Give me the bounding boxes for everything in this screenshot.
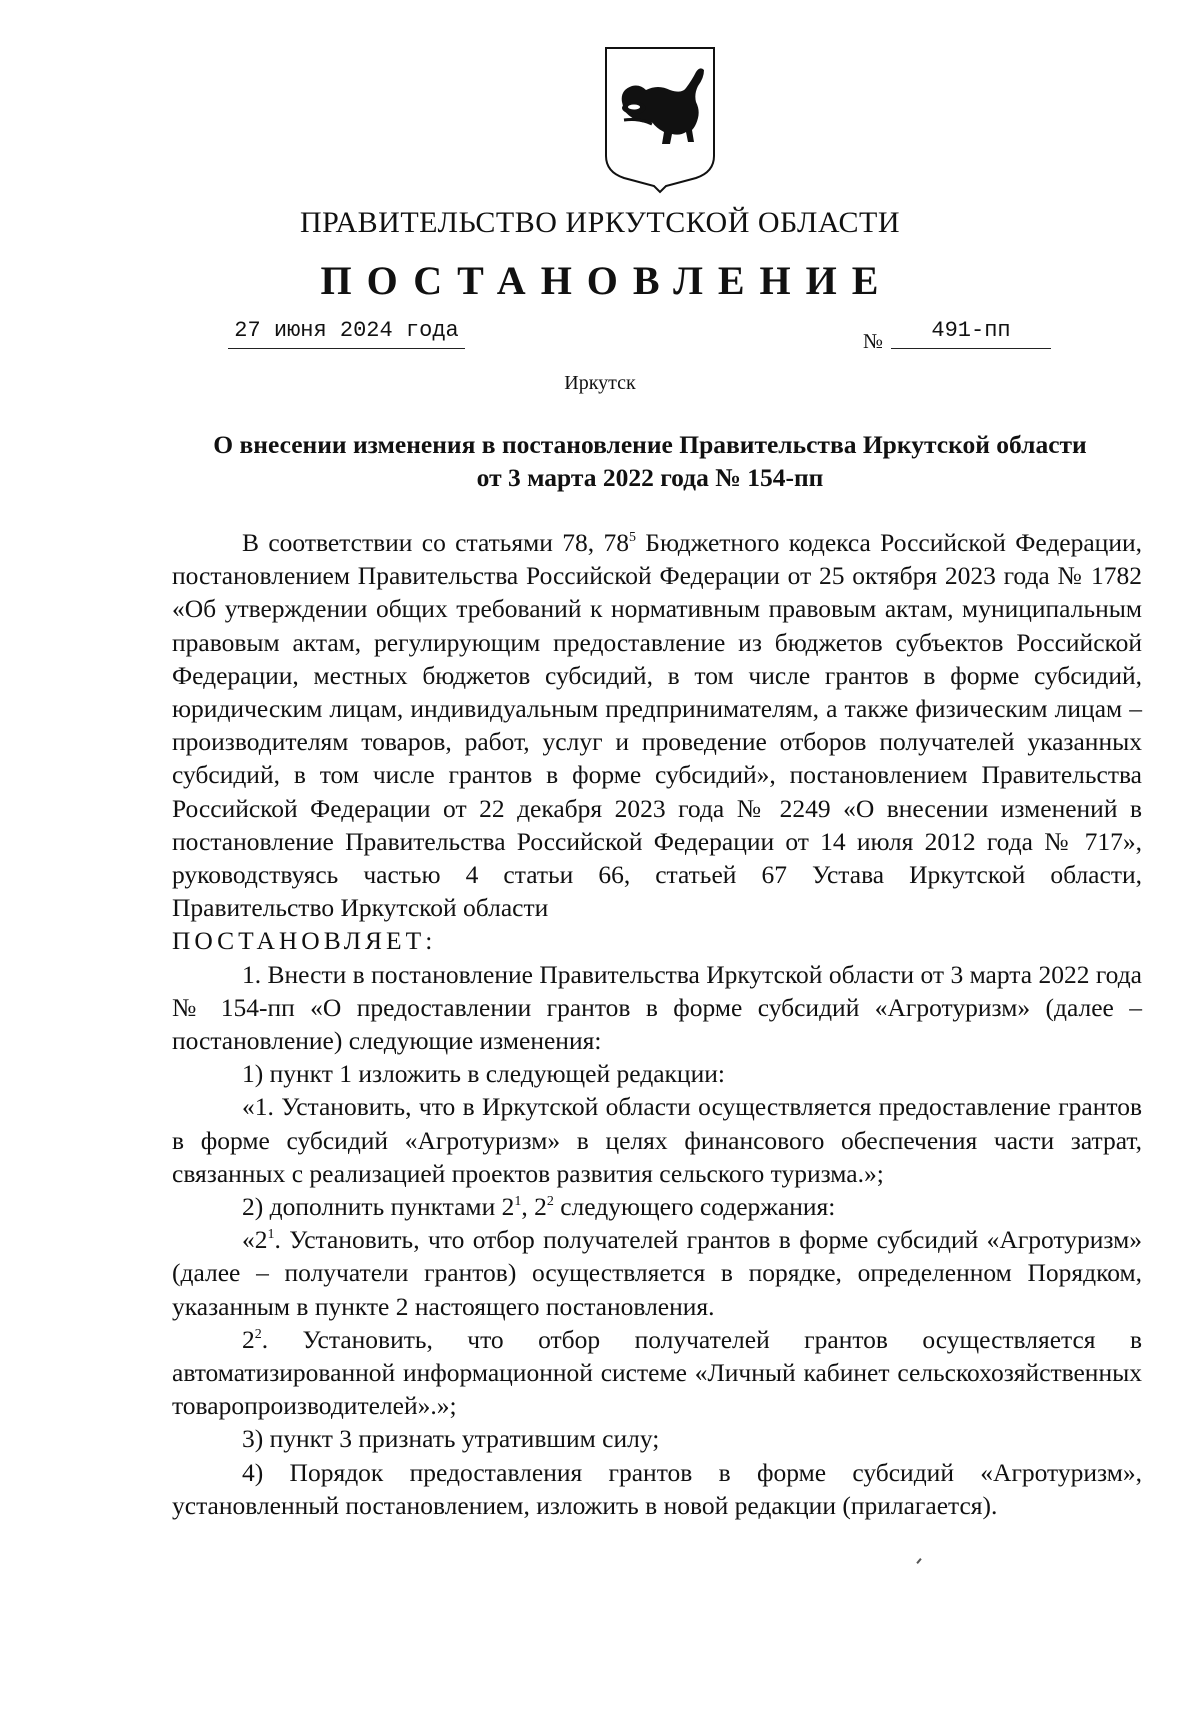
- subitem-2-text-a: 2) дополнить пунктами 2: [242, 1192, 515, 1222]
- point-2-2: [172, 1323, 1142, 1423]
- point-2-1-text-b: . Установить, что отбор получателей грантов в форме субсидий «Агротуризм» (далее – получатели грантов) осуществляется в порядке, определенном Порядком, указанным в пункте 2 настоящего постановления.: [172, 1225, 1142, 1321]
- superscript: 2: [254, 1326, 262, 1342]
- scan-mark: [916, 1558, 921, 1564]
- document-type: ПОСТАНОВЛЕНИЕ: [320, 258, 894, 303]
- number-sign: №: [863, 329, 884, 353]
- preamble-paragraph: [172, 526, 1142, 924]
- point-2-2-text-b: . Установить, что отбор получателей грантов осуществляется в автоматизированной информационной системе «Личный кабинет сельскохозяйственных товаропроизводителей».»;: [172, 1324, 1142, 1421]
- preamble-text-b: Бюджетного кодекса Российской Федерации, постановлением Правительства Российской Федерации от 25 октября 2023 года № 1782 «Об утверждении общих требований к нормативным правовым актам, муниципальным правовым актам, регулирующим предоставление из бюджетов субъектов Российской Федерации, местных бюджетов субсидий, в том числе грантов в форме субсидий, юридическим лицам, индивидуальным предпринимателям, а также физическим лицам – производителям товаров, работ, услуг и проведение отборов получателей указанных субсидий, в том числе грантов в форме субсидий», постановлением Правительства Российской Федерации от 22 декабря 2023 года № 2249 «О внесении изменений в постановление Правительства Российской Федерации от 14 июля 2012 года № 717», руководствуясь частью 4 статьи 66, статьей 67 Устава Иркутской области, Правительство Иркутской области: [172, 528, 1142, 923]
- subitem-4: 4) Порядок предоставления грантов в форме субсидий «Агротуризм», установленный постановлением, изложить в новой редакции (прилагается).: [172, 1457, 1142, 1520]
- document-number: 491-пп: [891, 314, 1051, 349]
- subitem-2-text-c: следующего содержания:: [553, 1192, 836, 1222]
- coat-of-arms-icon: [600, 44, 720, 194]
- document-body: [172, 526, 1142, 1522]
- superscript: 2: [546, 1194, 554, 1210]
- decree-word: ПОСТАНОВЛЯЕТ:: [172, 926, 437, 956]
- document-title: [160, 428, 1140, 494]
- title-line-2: от 3 марта 2022 года № 154-пп: [476, 463, 824, 492]
- point-2-2-text-a: 2: [242, 1324, 255, 1354]
- title-line-1: О внесении изменения в постановление Правительства Иркутской области: [213, 430, 1087, 459]
- quote-point-1: «1. Установить, что в Иркутской области осуществляется предоставление грантов в форме субсидий «Агротуризм» в целях финансового обеспечения части затрат, связанных с реализацией проектов развития сельского туризма.»;: [172, 1092, 1142, 1188]
- subitem-2-text-b: , 2: [521, 1192, 547, 1222]
- point-2-1: [172, 1223, 1142, 1323]
- organization-name: ПРАВИТЕЛЬСТВО ИРКУТСКОЙ ОБЛАСТИ: [299, 206, 901, 239]
- superscript: 1: [267, 1227, 275, 1243]
- subitem-2: [172, 1190, 1142, 1223]
- subitem-3: 3) пункт 3 признать утратившим силу;: [242, 1424, 660, 1454]
- item-1: 1. Внести в постановление Правительства Иркутской области от 3 марта 2022 года № 154-пп «О предоставлении грантов в форме субсидий «Агротуризм» (далее – постановление) следующие изменения:: [172, 959, 1142, 1056]
- document-date: 27 июня 2024 года: [228, 314, 465, 349]
- point-2-1-text-a: «2: [242, 1225, 268, 1255]
- city: Иркутск: [564, 372, 636, 394]
- preamble-text-a: В соответствии со статьями 78, 78: [242, 528, 629, 557]
- superscript: 5: [628, 530, 636, 545]
- subitem-1: 1) пункт 1 изложить в следующей редакции:: [242, 1059, 725, 1089]
- superscript: 1: [514, 1194, 522, 1210]
